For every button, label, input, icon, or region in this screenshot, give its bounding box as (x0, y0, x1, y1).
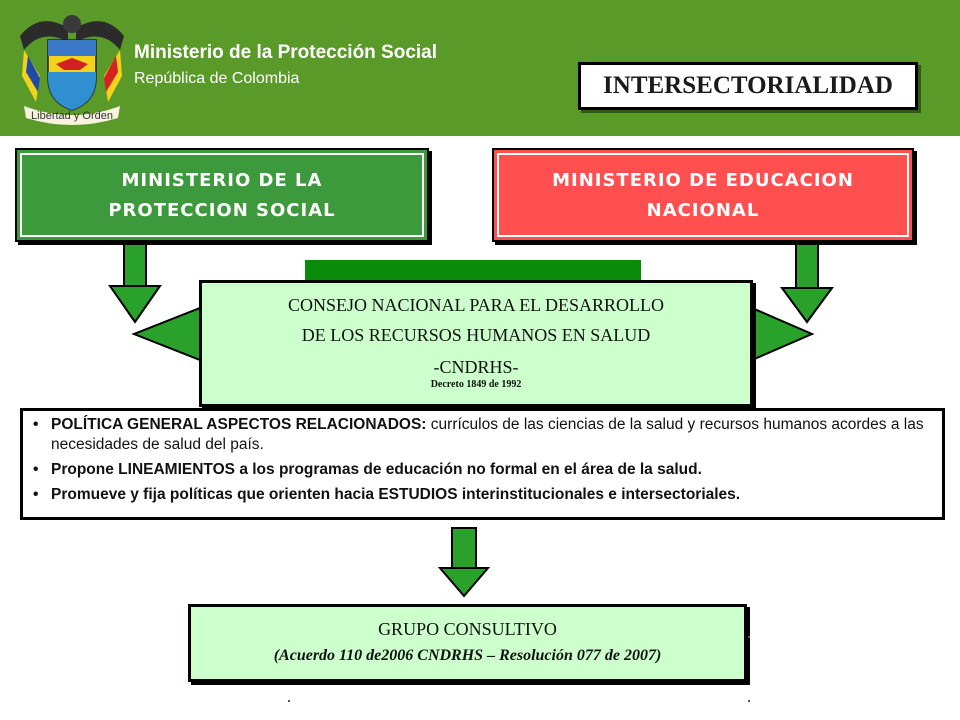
dot-marker (748, 636, 750, 638)
emblem-motto: Libertad y Orden (31, 110, 113, 122)
down-arrow-right (782, 244, 832, 322)
council-line2: DE LOS RECURSOS HUMANOS EN SALUD (301, 325, 651, 345)
council-decree: Decreto 1849 de 1992 (430, 379, 522, 390)
functions-list (31, 415, 938, 510)
dot-marker (288, 700, 290, 702)
down-arrow-bottom (440, 528, 488, 596)
list-item: • Promueve y fija políticas que orienten hacia ESTUDIOS interinstitucionales e intersectoriales. (33, 486, 741, 503)
msp-line2: PROTECCION SOCIAL (108, 200, 336, 221)
council-box (199, 280, 753, 407)
republic-name: República de Colombia (134, 70, 300, 87)
down-arrow-left (110, 244, 160, 322)
ministry-name: Ministerio de la Protección Social (134, 42, 438, 63)
list-item: • POLÍTICA GENERAL ASPECTOS RELACIONADOS: currículos de las ciencias de la salud y recursos humanos acordes a las necesidades de salud del país. (33, 416, 924, 453)
list-item: • Propone LINEAMIENTOS a los programas de educación no formal en el área de la salud. (33, 461, 702, 478)
grupo-title: GRUPO CONSULTIVO (378, 619, 557, 639)
functions-list-box (20, 408, 945, 520)
council-acronym: -CNDRHS- (433, 357, 519, 377)
council-line1: CONSEJO NACIONAL PARA EL DESARROLLO (287, 295, 665, 315)
slide-title: INTERSECTORIALIDAD (578, 62, 918, 110)
dot-marker (748, 700, 750, 702)
men-line2: NACIONAL (646, 200, 760, 221)
left-arrow-head (134, 308, 200, 360)
grupo-subtitle: (Acuerdo 110 de2006 CNDRHS – Resolución 077 de 2007) (273, 647, 662, 664)
men-line1: MINISTERIO DE EDUCACION (552, 170, 854, 191)
consultative-group-box (188, 604, 747, 682)
msp-line1: MINISTERIO DE LA (121, 170, 323, 191)
